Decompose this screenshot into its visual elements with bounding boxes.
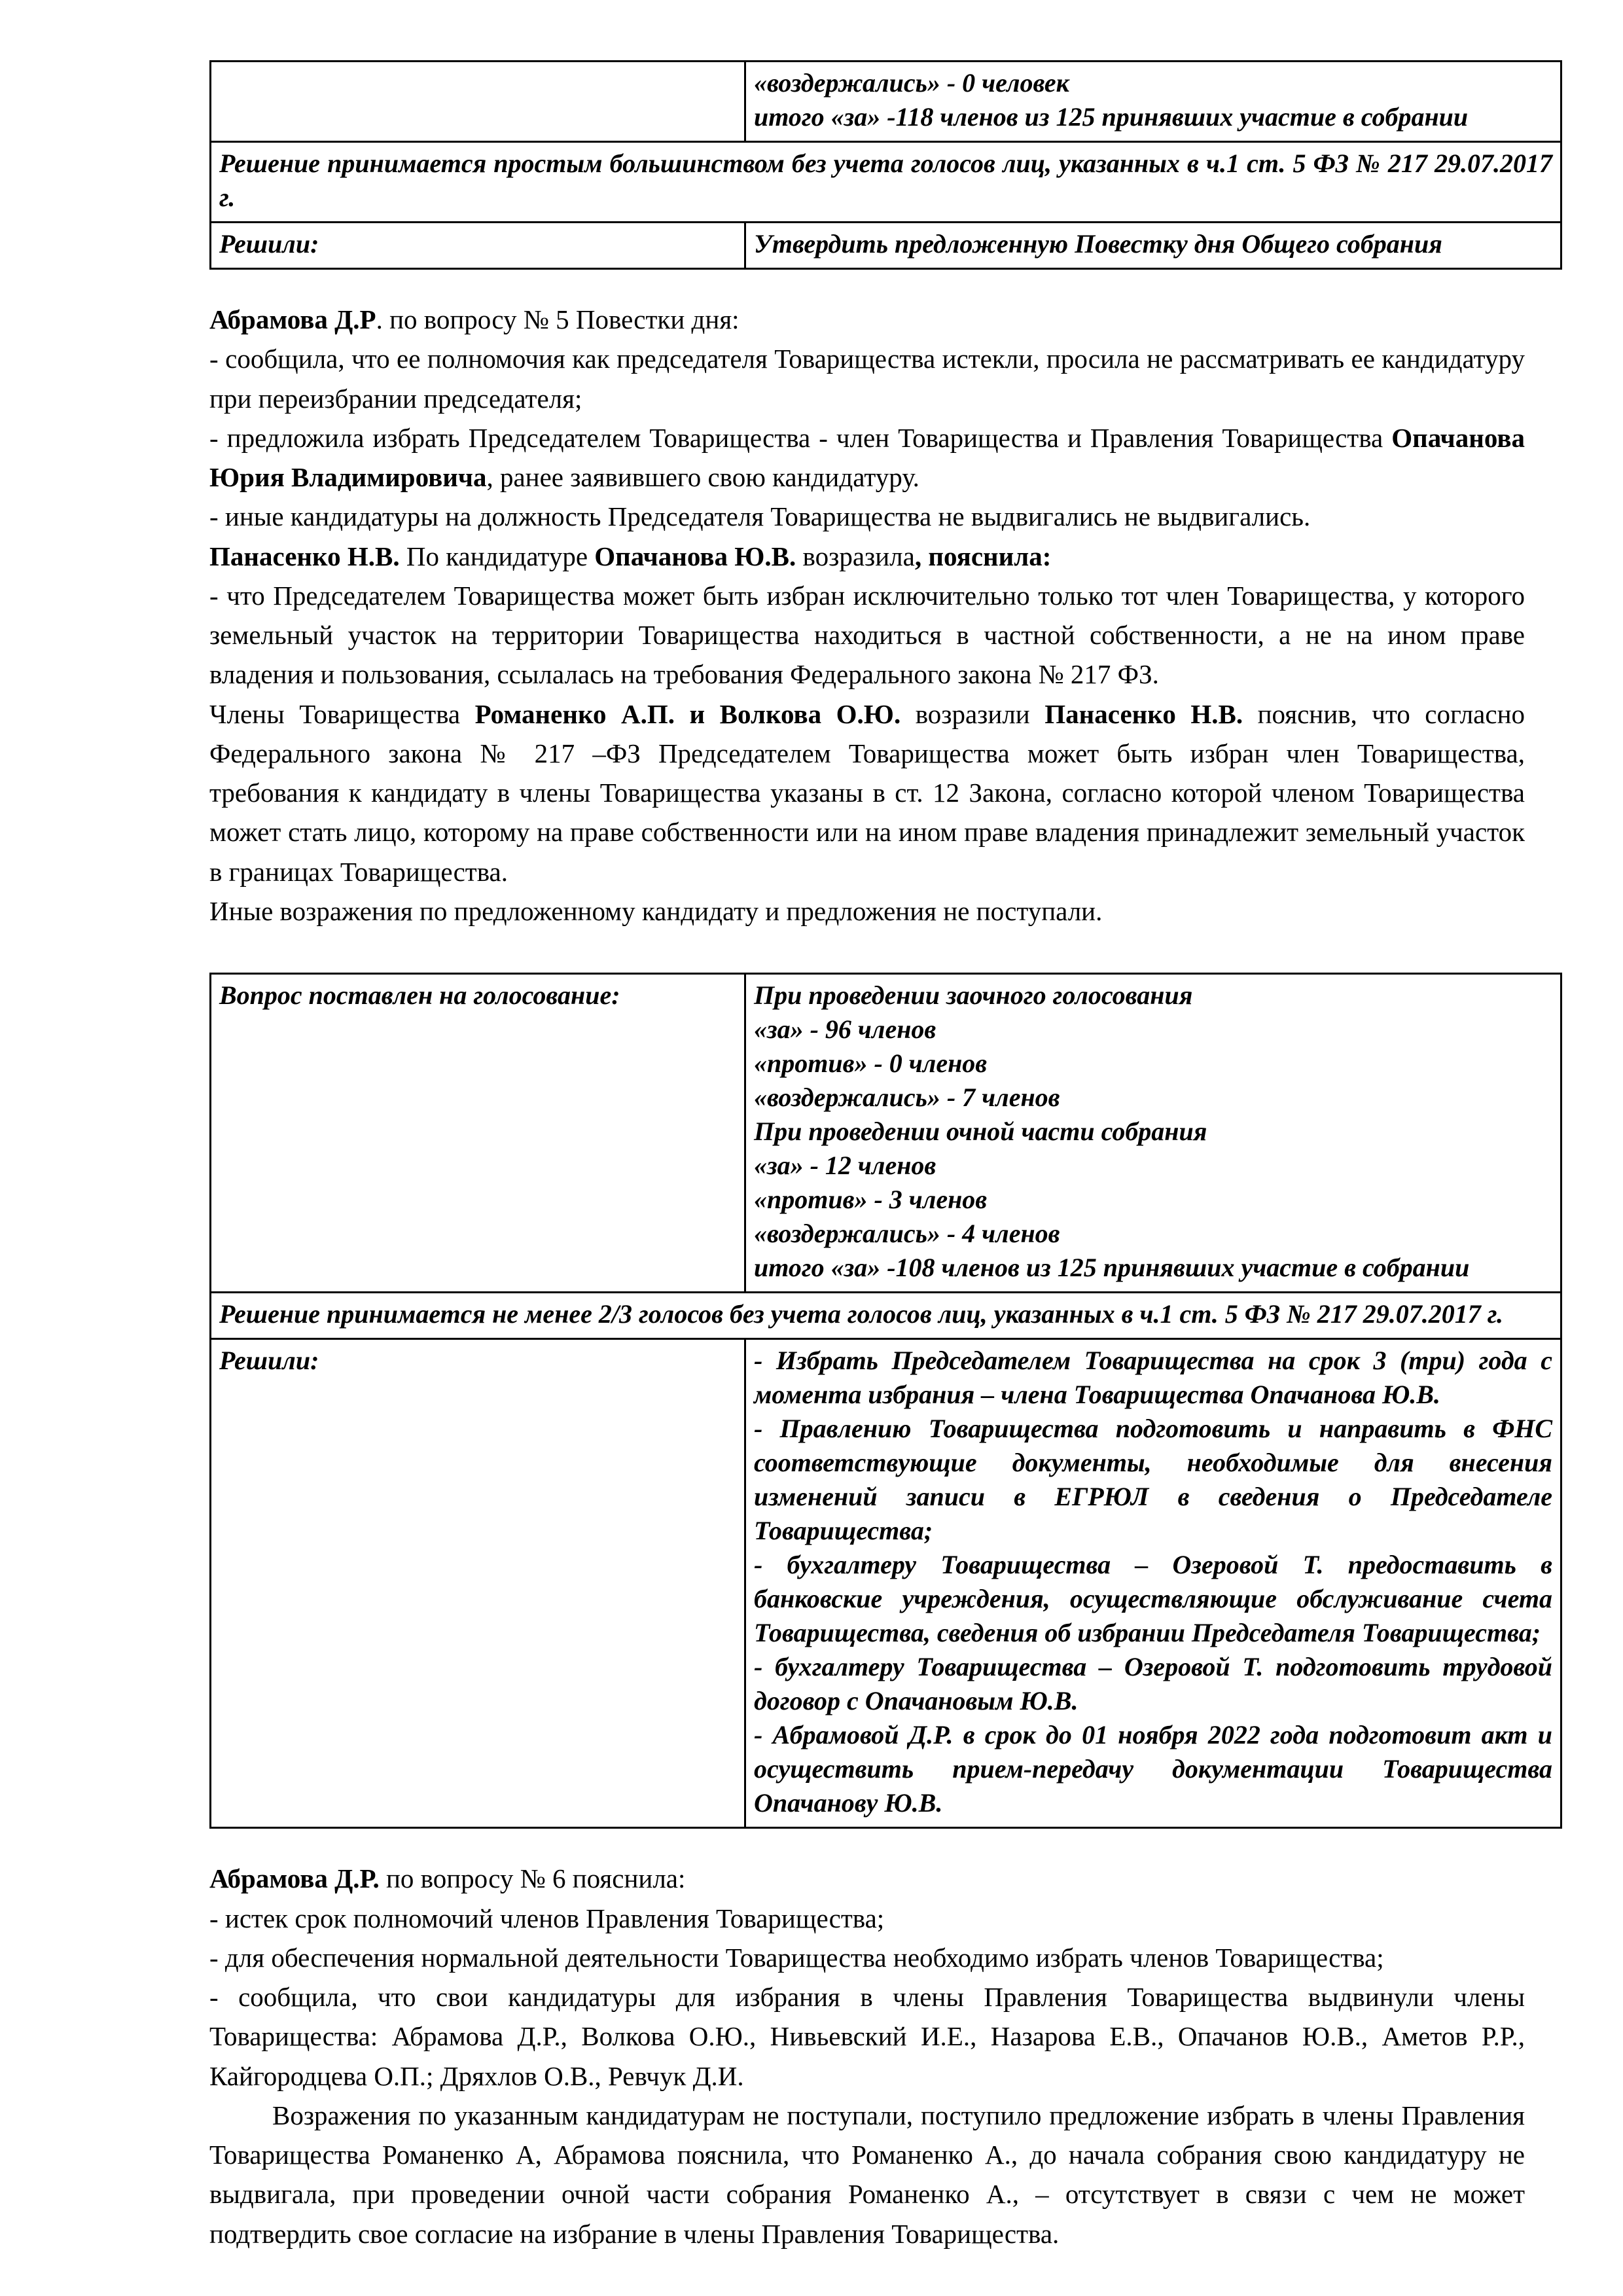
speaker-name-panasenko: Панасенко Н.В. — [209, 541, 400, 571]
paragraph-item6-no-objections: Возражения по указанным кандидатурам не поступали, поступило предложение избрать в члены Правления Товарищества Романенко А, Абрамова пояснила, что Романенко А., до начала собрания свою кандидатуру не выдвигала, при проведении очной части собрания Романенко А., – отсутствует в связи с чем не может подтвердить свое согласие на избрание в члены Правления Товарищества. — [209, 2100, 1525, 2249]
vote-absentee-against: «против» - 0 членов — [754, 1049, 988, 1079]
spacer — [209, 270, 1525, 300]
table-row — [211, 974, 1561, 1293]
counter-part-c: пояснив, что согласно Федерального закона № 217 –ФЗ Председателем Товарищества может быть избран член Товарищества, требования к кандидату в члены Товарищества указаны в ст. 12 Закона, согласно которой членом Товарищества может стать лицо, которому на праве собственности или на ином праве владения принадлежит земельный участок в границах Товарищества. — [209, 698, 1525, 887]
counter-part-b: возразили — [901, 698, 1045, 729]
table-cell-resolved-text: Утвердить предложенную Повестку дня Общего собрания — [745, 223, 1561, 269]
table-row — [211, 1339, 1561, 1828]
narrative-section-item6 — [209, 1859, 1525, 2253]
spacer — [209, 1829, 1525, 1859]
table-row — [211, 223, 1561, 269]
table-cell-decision-rule: Решение принимается не менее 2/3 голосов без учета голосов лиц, указанных в ч.1 ст. 5 ФЗ № 217 29.07.2017 г. — [211, 1293, 1561, 1339]
speaker-name-abramova-item6: Абрамова Д.Р. — [209, 1863, 380, 1894]
vote-abstained-line: «воздержались» - 0 человек — [754, 68, 1069, 98]
paragraph-item6-bullet-1: - истек срок полномочий членов Правления Товарищества; — [209, 1903, 885, 1933]
objection-part-a: По кандидатуре — [399, 541, 595, 571]
bullet2-part-b: , ранее заявившего свою кандидатуру. — [486, 462, 919, 493]
vote-absentee-abstained: «воздержались» - 7 членов — [754, 1083, 1060, 1113]
resolution-item-2: - Правлению Товарищества подготовить и направить в ФНС соответствующие документы, необходимые для внесения изменений записи в ЕГРЮЛ в сведения о Председателе Товарищества; — [754, 1414, 1552, 1546]
paragraph-counter-objection — [209, 694, 1525, 891]
paragraph-speaker-intro-item6 — [209, 1859, 1525, 1898]
resolution-item-5: - Абрамовой Д.Р. в срок до 01 ноября 2022 года подготовит акт и осуществить прием-передачу документации Товарищества Опачанову Ю.В. — [754, 1720, 1552, 1818]
table-cell-question-label: Вопрос поставлен на голосование: — [211, 974, 745, 1293]
member-name-panasenko: Панасенко Н.В. — [1044, 698, 1243, 729]
paragraph-objection-detail: - что Председателем Товарищества может быть избран исключительно только тот член Товарищества, у которого земельный участок на территории Товарищества находиться в частной собственности, а не на ином праве владения и пользования, ссылалась на требования Федерального закона № 217 ФЗ. — [209, 580, 1525, 690]
objection-part-b: возразила — [796, 541, 915, 571]
voting-table-top — [209, 60, 1562, 270]
table-cell-label-empty — [211, 62, 745, 142]
vote-inperson-abstained: «воздержались» - 4 членов — [754, 1219, 1060, 1249]
objection-part-c: , пояснила: — [914, 541, 1052, 571]
vote-absentee-header: При проведении заочного голосования — [754, 980, 1193, 1011]
table-cell-votes — [745, 62, 1561, 142]
candidate-name-opachanov-full: Опачанова Юрия Владимировича — [209, 422, 1525, 493]
paragraph-item6-bullet-3: - сообщила, что свои кандидатуры для избрания в члены Правления Товарищества выдвинули члены Товарищества: Абрамова Д.Р., Волкова О.Ю., Нивьевский И.Е., Назарова Е.В., Опачанов Ю.В., Аметов Р.Р., Кайгородцева О.П.; Дряхлов О.В., Ревчук Д.И. — [209, 1982, 1525, 2091]
voting-table-bottom — [209, 973, 1562, 1829]
vote-inperson-against: «против» - 3 членов — [754, 1185, 988, 1215]
vote-absentee-for: «за» - 96 членов — [754, 1014, 936, 1045]
paragraph-bullet-3: - иные кандидатуры на должность Председателя Товарищества не выдвигались не выдвигались. — [209, 501, 1311, 532]
table-row — [211, 1293, 1561, 1339]
table-cell-decision-rule: Решение принимается простым большинством без учета голосов лиц, указанных в ч.1 ст. 5 ФЗ № 217 29.07.2017 г. — [211, 142, 1561, 223]
candidate-name-opachanov-short: Опачанова Ю.В. — [594, 541, 796, 571]
vote-inperson-header: При проведении очной части собрания — [754, 1117, 1207, 1147]
bullet2-part-a: - предложила избрать Председателем Товарищества - член Товарищества и Правления Товарищества — [209, 422, 1392, 453]
table-row — [211, 62, 1561, 142]
member-names-romanenko-volkova: Романенко А.П. и Волкова О.Ю. — [474, 698, 901, 729]
paragraph-bullet-2 — [209, 418, 1525, 497]
paragraph-item6-bullet-2: - для обеспечения нормальной деятельности Товарищества необходимо избрать членов Товарищества; — [209, 1942, 1384, 1973]
table-cell-resolved-label: Решили: — [211, 223, 745, 269]
table-row — [211, 142, 1561, 223]
paragraph-no-other-objections: Иные возражения по предложенному кандидату и предложения не поступали. — [209, 895, 1103, 926]
speaker-name-abramova: Абрамова Д.Р — [209, 304, 376, 334]
table-cell-resolved-label: Решили: — [211, 1339, 745, 1828]
narrative-section-item5 — [209, 300, 1525, 931]
vote-inperson-for: «за» - 12 членов — [754, 1151, 936, 1181]
speaker-intro-rest-item6: по вопросу № 6 пояснила: — [379, 1863, 686, 1894]
vote-total-line: итого «за» -118 членов из 125 принявших участие в собрании — [754, 102, 1469, 132]
vote-total-line: итого «за» -108 членов из 125 принявших участие в собрании — [754, 1253, 1470, 1283]
speaker-intro-rest: . по вопросу № 5 Повестки дня: — [376, 304, 740, 334]
resolution-item-3: - бухгалтеру Товарищества – Озеровой Т. предоставить в банковские учреждения, осуществляющие обслуживание счета Товарищества, сведения об избрании Председателя Товарищества; — [754, 1550, 1552, 1648]
table-cell-resolved-items — [745, 1339, 1561, 1828]
paragraph-bullet-1: - сообщила, что ее полномочия как председателя Товарищества истекли, просила не рассматривать ее кандидатуру при переизбрании председателя; — [209, 344, 1525, 414]
resolution-item-1: - Избрать Председателем Товарищества на срок 3 (три) года с момента избрания – члена Товарищества Опачанова Ю.В. — [754, 1346, 1552, 1410]
counter-part-a: Члены Товарищества — [209, 698, 475, 729]
spacer — [209, 931, 1525, 973]
paragraph-objection-intro — [209, 537, 1525, 576]
table-cell-vote-results — [745, 974, 1561, 1293]
paragraph-speaker-intro — [209, 300, 1525, 339]
document-body — [209, 60, 1552, 2253]
resolution-item-4: - бухгалтеру Товарищества – Озеровой Т. подготовить трудовой договор с Опачановым Ю.В. — [754, 1652, 1552, 1716]
